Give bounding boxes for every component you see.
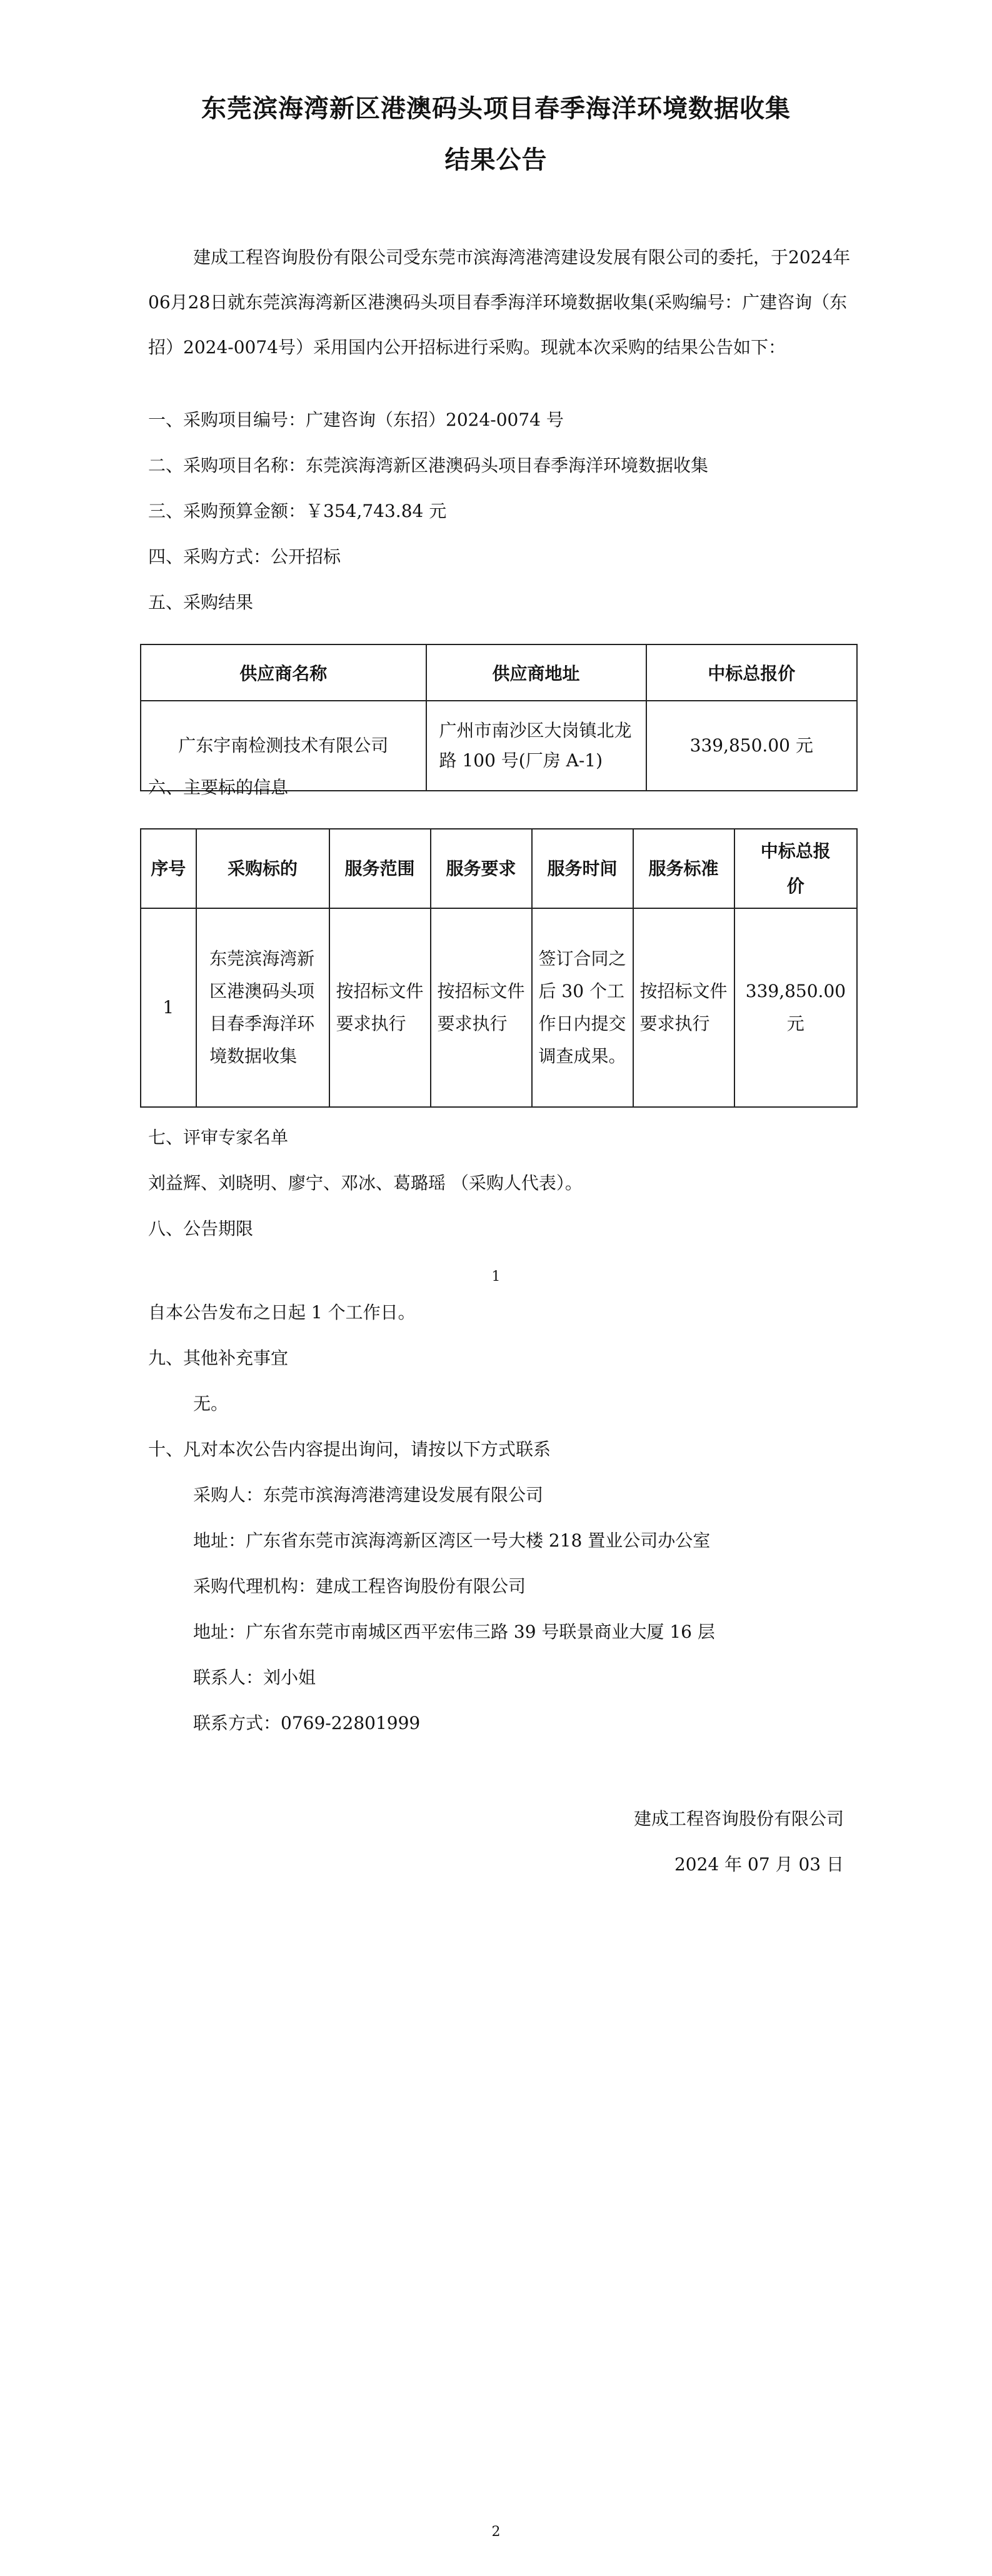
service-standard bbox=[633, 908, 734, 1107]
intro-paragraph bbox=[148, 235, 862, 370]
section-subject-heading: 六、主要标的信息 bbox=[148, 777, 289, 798]
procurement-subject-text: 东莞滨海湾新区港澳码头项目春季海洋环境数据收集 bbox=[209, 948, 315, 1066]
contact-phone: 联系方式：0769-22801999 bbox=[193, 1713, 421, 1733]
table-header: 供应商地址 bbox=[426, 644, 646, 701]
subject-winning-bid bbox=[734, 908, 857, 1107]
service-scope bbox=[329, 908, 431, 1107]
section-other-heading: 九、其他补充事宜 bbox=[148, 1348, 289, 1368]
service-requirement-text: 按招标文件要求执行 bbox=[437, 981, 525, 1034]
service-time bbox=[532, 908, 633, 1107]
service-standard-text: 按招标文件要求执行 bbox=[639, 981, 728, 1034]
document-title-second-line: 结果公告 bbox=[444, 145, 548, 174]
section-period-heading: 八、公告期限 bbox=[148, 1218, 254, 1239]
page-number: 2 bbox=[491, 2524, 501, 2540]
table-header: 中标总报价 bbox=[646, 644, 857, 701]
section-experts-heading: 七、评审专家名单 bbox=[148, 1127, 289, 1148]
section-result-heading: 五、采购结果 bbox=[148, 592, 254, 613]
supplier-address bbox=[426, 701, 646, 791]
procurement-subject bbox=[196, 908, 329, 1107]
table-header-row bbox=[141, 829, 857, 908]
table-header: 服务时间 bbox=[532, 829, 633, 908]
procurement-method: 四、采购方式：公开招标 bbox=[148, 546, 341, 567]
service-time-text: 签订合同之后 30 个工作日内提交调查成果。 bbox=[538, 948, 626, 1066]
budget-amount: 三、采购预算金额：￥354,743.84 元 bbox=[148, 501, 447, 521]
subject-table bbox=[140, 828, 858, 1108]
table-header: 供应商名称 bbox=[141, 644, 426, 701]
table-header: 采购标的 bbox=[196, 829, 329, 908]
contact-person: 联系人：刘小姐 bbox=[193, 1667, 316, 1688]
contact-purchaser: 采购人：东莞市滨海湾港湾建设发展有限公司 bbox=[193, 1485, 544, 1505]
table-header: 服务要求 bbox=[431, 829, 532, 908]
service-requirement bbox=[431, 908, 532, 1107]
table-header bbox=[734, 829, 857, 908]
contact-agency: 采购代理机构：建成工程咨询股份有限公司 bbox=[193, 1576, 526, 1596]
row-number: 1 bbox=[141, 908, 196, 1107]
announcement-period: 自本公告发布之日起 1 个工作日。 bbox=[148, 1302, 416, 1323]
contact-purchaser-address: 地址：广东省东莞市滨海湾新区湾区一号大楼 218 置业公司办公室 bbox=[193, 1530, 711, 1551]
expert-list: 刘益辉、刘晓明、廖宁、邓冰、葛璐瑶 （采购人代表）。 bbox=[148, 1173, 583, 1193]
supplier-address-text: 广州市南沙区大岗镇北龙路 100 号(厂房 A-1) bbox=[439, 720, 632, 771]
winning-bid: 339,850.00 元 bbox=[646, 701, 857, 791]
table-header: 服务标准 bbox=[633, 829, 734, 908]
subject-winning-bid-text: 339,850.00 元 bbox=[745, 981, 846, 1034]
table-row bbox=[141, 908, 857, 1107]
intro-text: 建成工程咨询股份有限公司受东莞市滨海湾港湾建设发展有限公司的委托，于2024年06月28日就东莞滨海湾新区港澳码头项目春季海洋环境数据收集(采购编号：广建咨询（东招）2024-0074号）采用国内公开招标进行采购。现就本次采购的结果公告如下： bbox=[148, 247, 851, 358]
table-header-text: 中标总报价 bbox=[760, 840, 831, 896]
service-scope-text: 按招标文件要求执行 bbox=[336, 981, 424, 1034]
table-header-row bbox=[141, 644, 857, 701]
project-name: 二、采购项目名称：东莞滨海湾新区港澳码头项目春季海洋环境数据收集 bbox=[148, 455, 709, 476]
supplier-name: 广东宇南检测技术有限公司 bbox=[141, 701, 426, 791]
contact-agency-address: 地址：广东省东莞市南城区西平宏伟三路 39 号联景商业大厦 16 层 bbox=[193, 1621, 715, 1642]
table-header: 序号 bbox=[141, 829, 196, 908]
section-contact-heading: 十、凡对本次公告内容提出询问，请按以下方式联系 bbox=[148, 1439, 551, 1460]
project-number: 一、采购项目编号：广建咨询（东招）2024-0074 号 bbox=[148, 409, 564, 430]
signing-company: 建成工程咨询股份有限公司 bbox=[633, 1808, 844, 1829]
result-table bbox=[140, 644, 858, 791]
other-matters: 无。 bbox=[193, 1393, 229, 1414]
document-title: 东莞滨海湾新区港澳码头项目春季海洋环境数据收集 bbox=[201, 94, 791, 123]
table-header: 服务范围 bbox=[329, 829, 431, 908]
page-number: 1 bbox=[491, 1269, 501, 1285]
signing-date: 2024 年 07 月 03 日 bbox=[674, 1854, 844, 1875]
